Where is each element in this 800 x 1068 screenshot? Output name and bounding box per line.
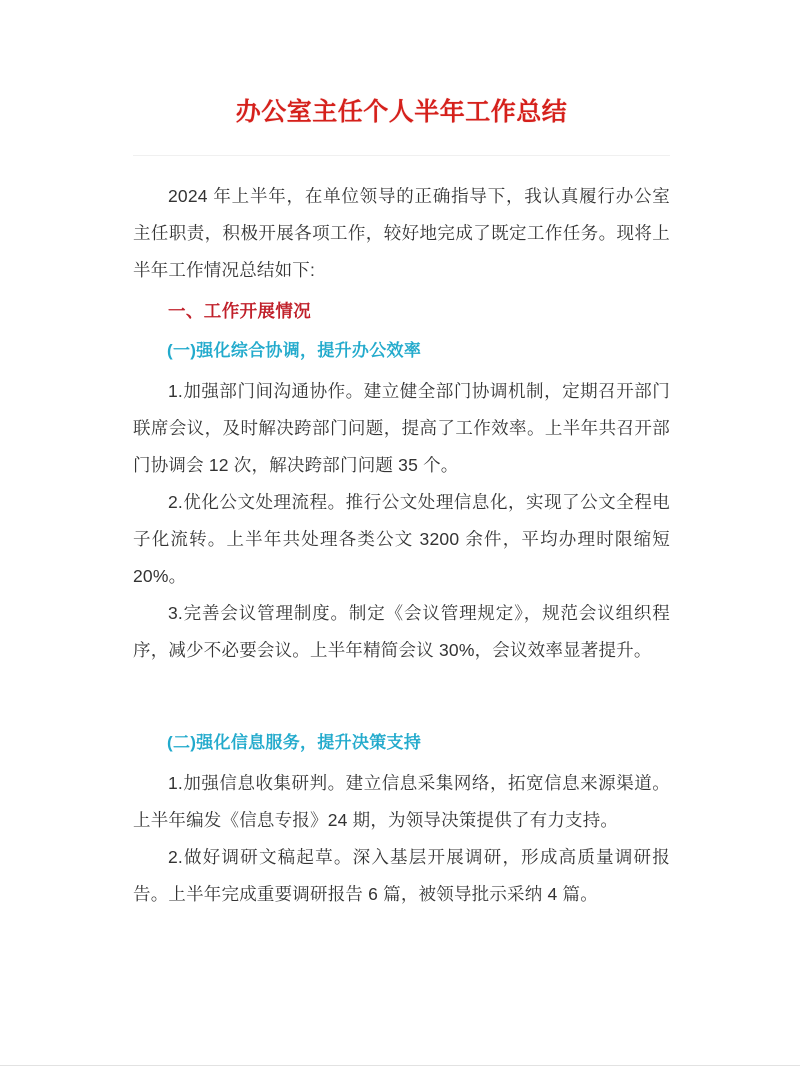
- body-paragraph: 1.加强信息收集研判。建立信息采集网络，拓宽信息来源渠道。上半年编发《信息专报》24 期，为领导决策提供了有力支持。: [133, 772, 670, 830]
- body-paragraph: 1.加强部门间沟通协作。建立健全部门协调机制，定期召开部门联席会议，及时解决跨部门问题，提高了工作效率。上半年共召开部门协调会 12 次，解决跨部门问题 35 个。: [133, 380, 670, 475]
- intro-paragraph: 2024 年上半年，在单位领导的正确指导下，我认真履行办公室主任职责，积极开展各项工作，较好地完成了既定工作任务。现将上半年工作情况总结如下:: [133, 185, 670, 280]
- subsection-1-heading-block: [133, 332, 670, 369]
- intro-block: [133, 178, 670, 289]
- subsection-1-items: [133, 373, 670, 669]
- page-bottom-divider: [0, 1065, 800, 1066]
- body-paragraph: 2.做好调研文稿起草。深入基层开展调研，形成高质量调研报告。上半年完成重要调研报告 6 篇，被领导批示采纳 4 篇。: [133, 846, 670, 904]
- section-heading-level2-two: (二)强化信息服务，提升决策支持: [167, 732, 422, 752]
- page-title: 办公室主任个人半年工作总结: [235, 98, 568, 126]
- subsection-2-items: [133, 765, 670, 913]
- section-heading-level2-one: (一)强化综合协调，提升办公效率: [167, 340, 422, 360]
- body-paragraph: 2.优化公文处理流程。推行公文处理信息化，实现了公文全程电子化流转。上半年共处理各类公文 3200 余件，平均办理时限缩短 20%。: [133, 491, 670, 586]
- section-heading-level1: 一、工作开展情况: [168, 300, 312, 321]
- section-1-block: [133, 293, 670, 330]
- document-content: [133, 0, 670, 913]
- title-divider: [133, 155, 670, 156]
- body-paragraph: 3.完善会议管理制度。制定《会议管理规定》，规范会议组织程序，减少不必要会议。上半年精简会议 30%，会议效率显著提升。: [133, 602, 670, 660]
- subsection-2-heading-block: [133, 724, 670, 761]
